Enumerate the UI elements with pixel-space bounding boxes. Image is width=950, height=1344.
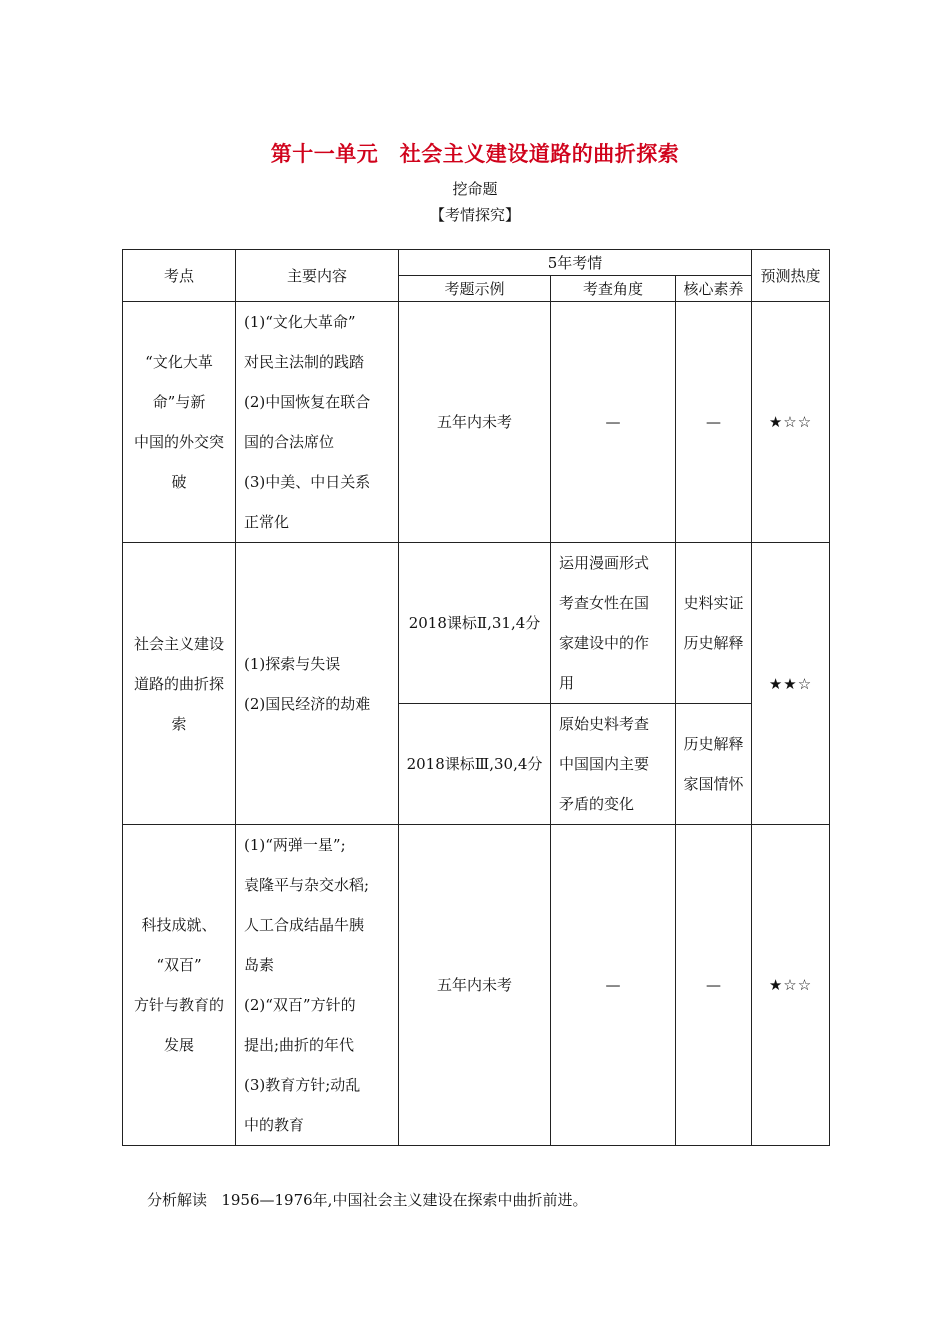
table-row: [123, 302, 830, 543]
header-point: 考点: [123, 250, 236, 302]
header-content: 主要内容: [236, 250, 399, 302]
cell-heat: ★★☆: [752, 543, 830, 825]
analysis-text: 1956—1976年,中国社会主义建设在探索中曲折前进。: [221, 1191, 588, 1209]
cell-angle: 运用漫画形式 考查女性在国 家建设中的作 用: [551, 543, 676, 704]
cell-example: 五年内未考: [399, 825, 551, 1146]
page-title: 第十一单元 社会主义建设道路的曲折探索: [270, 142, 680, 166]
exam-analysis-table: [122, 249, 830, 1146]
section-heading: 【考情探究】: [429, 206, 520, 224]
subtitle: 挖命题: [452, 180, 498, 198]
cell-point: “文化大革 命”与新 中国的外交突 破: [123, 302, 236, 543]
header-literacy: 核心素养: [676, 276, 752, 302]
table-row: [123, 825, 830, 1146]
cell-heat: ★☆☆: [752, 825, 830, 1146]
cell-example: 2018课标Ⅲ,30,4分: [399, 704, 551, 825]
cell-heat: ★☆☆: [752, 302, 830, 543]
header-angle: 考查角度: [551, 276, 676, 302]
cell-angle: —: [551, 302, 676, 543]
cell-angle: 原始史料考查 中国国内主要 矛盾的变化: [551, 704, 676, 825]
cell-example: 2018课标Ⅱ,31,4分: [399, 543, 551, 704]
cell-literacy: 历史解释 家国情怀: [676, 704, 752, 825]
cell-point: 社会主义建设 道路的曲折探 索: [123, 543, 236, 825]
analysis-label: 分析解读: [147, 1191, 208, 1209]
header-example: 考题示例: [399, 276, 551, 302]
cell-point: 科技成就、 “双百” 方针与教育的 发展: [123, 825, 236, 1146]
table-row: [123, 543, 830, 704]
cell-angle: —: [551, 825, 676, 1146]
cell-literacy: —: [676, 825, 752, 1146]
analysis-paragraph: [147, 1189, 587, 1210]
cell-literacy: —: [676, 302, 752, 543]
cell-content: (1)“两弹一星”; 袁隆平与杂交水稻; 人工合成结晶牛胰 岛素 (2)“双百”方针的 提出;曲折的年代 (3)教育方针;动乱 中的教育: [236, 825, 399, 1146]
cell-content: (1)探索与失误 (2)国民经济的劫难: [236, 543, 399, 825]
header-five-year: 5年考情: [399, 250, 752, 276]
header-heat: 预测热度: [752, 250, 830, 302]
cell-literacy: 史料实证 历史解释: [676, 543, 752, 704]
cell-example: 五年内未考: [399, 302, 551, 543]
cell-content: (1)“文化大革命” 对民主法制的践踏 (2)中国恢复在联合 国的合法席位 (3)中美、中日关系 正常化: [236, 302, 399, 543]
